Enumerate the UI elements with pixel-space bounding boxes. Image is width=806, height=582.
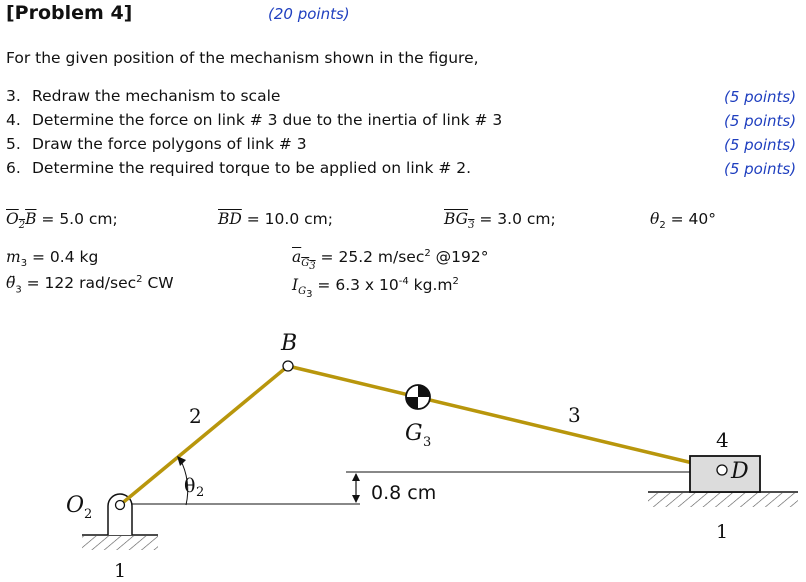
link-3 bbox=[288, 366, 722, 470]
label-ground-right: 1 bbox=[716, 521, 729, 543]
task-number: 5. bbox=[6, 135, 21, 153]
task-text: Draw the force polygons of link # 3 bbox=[32, 135, 307, 153]
ground-right-hatch bbox=[648, 493, 798, 507]
label-g3-sub: 3 bbox=[423, 435, 432, 450]
d-pin bbox=[717, 465, 727, 475]
given-bd: $\overline{BD} = 10.0$ cm; bbox=[218, 210, 333, 228]
given-bg3: $BG_3 = 3.0$ cm; bbox=[444, 210, 556, 232]
task-text: Determine the force on link # 3 due to the inertia of link # 3 bbox=[32, 111, 503, 129]
task-number: 4. bbox=[6, 111, 21, 129]
label-o2-sub: 2 bbox=[84, 507, 93, 522]
label-link-3: 3 bbox=[568, 403, 581, 427]
task-points: (5 points) bbox=[724, 112, 797, 130]
given-inertia: $I_{G_3} = 6.3$ x $10^{-4}$ $kg.m^2$ bbox=[292, 276, 459, 301]
given-o2b: $O_2B = 5.0$ cm; bbox=[6, 210, 118, 232]
offset-arrow-up bbox=[352, 473, 360, 481]
label-theta2: θ bbox=[184, 475, 196, 497]
label-link-4: 4 bbox=[716, 428, 729, 452]
task-text: Redraw the mechanism to scale bbox=[32, 87, 281, 105]
g3-cg-symbol bbox=[406, 385, 430, 409]
task-number: 6. bbox=[6, 159, 21, 177]
b-pin bbox=[283, 361, 293, 371]
offset-label: 0.8 cm bbox=[371, 482, 437, 504]
task-points: (5 points) bbox=[724, 88, 797, 106]
problem-title: [Problem 4] bbox=[6, 2, 133, 24]
task-points: (5 points) bbox=[724, 136, 797, 154]
theta2-arrowhead bbox=[177, 456, 186, 466]
task-text: Determine the required torque to be applied on link # 2. bbox=[32, 159, 472, 177]
label-ground-left: 1 bbox=[114, 560, 127, 582]
problem-points: (20 points) bbox=[268, 5, 350, 23]
o2b-symbol: $O_2B$ bbox=[6, 210, 37, 232]
problem-intro: For the given position of the mechanism shown in the figure, bbox=[6, 49, 479, 67]
offset-arrow-down bbox=[352, 495, 360, 503]
label-link-2: 2 bbox=[189, 404, 202, 428]
label-o2: O bbox=[66, 493, 85, 518]
task-points: (5 points) bbox=[724, 160, 797, 178]
accel-symbol: $a_{G_3}$ bbox=[292, 248, 316, 273]
label-b: B bbox=[281, 331, 298, 356]
given-alpha3: $\thetä_3 = 122$ rad/$\sec^2$ CW bbox=[6, 274, 174, 296]
task-number: 3. bbox=[6, 87, 21, 105]
given-m3: $m_3 = 0.4$ kg bbox=[6, 248, 99, 270]
ground-left-hatch bbox=[82, 536, 158, 550]
bd-symbol: $\overline{BD}$ bbox=[218, 210, 242, 228]
label-d: D bbox=[731, 459, 749, 484]
label-theta2-sub: 2 bbox=[196, 485, 205, 500]
label-g3: G bbox=[405, 421, 423, 446]
o2-pin bbox=[116, 501, 125, 510]
given-accel: $a_{G_3} = 25.2$ $m/\sec^2$ @192° bbox=[292, 248, 489, 273]
given-theta2: $\theta_2 = 40^\circ$ bbox=[650, 210, 717, 232]
bg3-symbol: $BG_3$ bbox=[444, 210, 475, 232]
